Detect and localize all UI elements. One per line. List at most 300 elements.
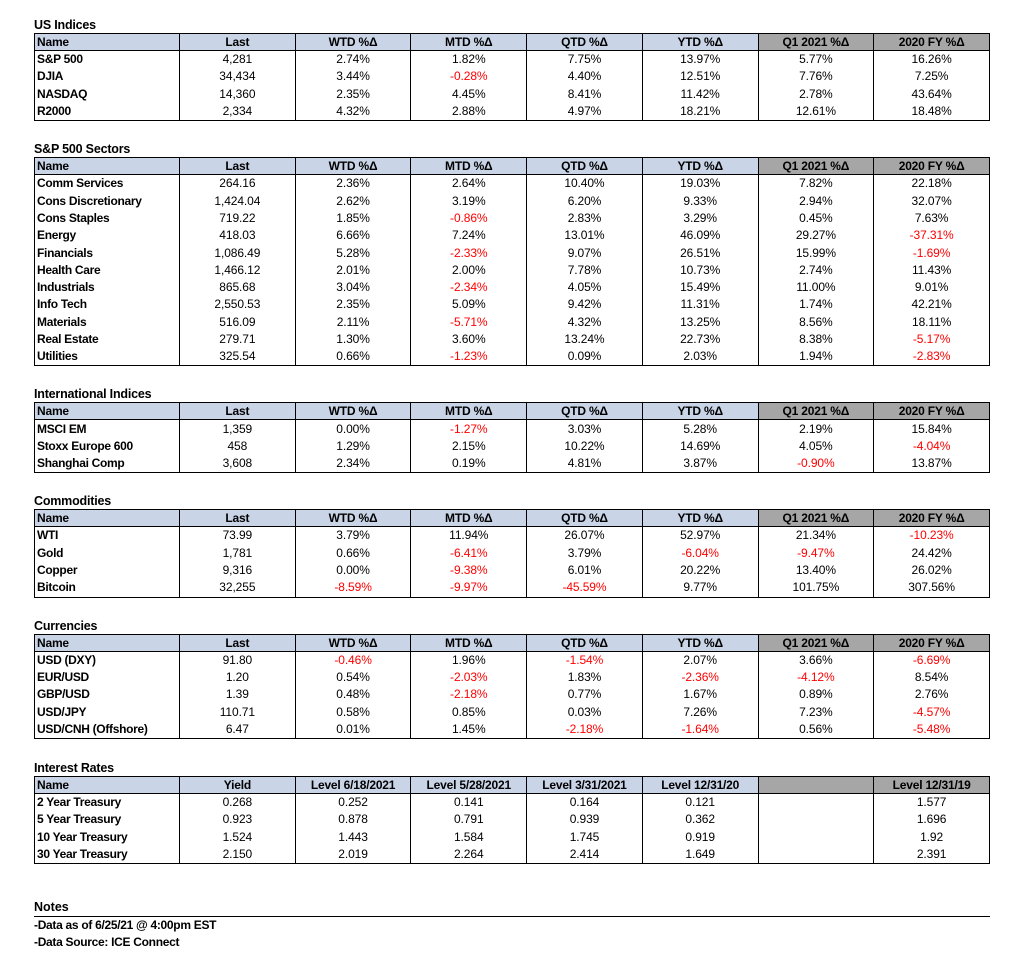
value-cell: 13.40% (758, 562, 874, 579)
table-row (35, 192, 990, 209)
table-row (35, 669, 990, 686)
value-cell: 7.26% (642, 703, 758, 720)
row-name-cell: Utilities (35, 348, 180, 366)
row-name-cell: Bitcoin (35, 579, 180, 597)
value-cell: -2.18% (411, 686, 527, 703)
value-cell: 1,781 (180, 545, 296, 562)
value-cell: -2.18% (527, 721, 643, 739)
value-cell: 4.32% (527, 314, 643, 331)
section-title-currencies: Currencies (34, 618, 98, 633)
value-cell: 4.05% (758, 438, 874, 455)
value-cell: -0.46% (295, 651, 411, 669)
value-cell: 6.01% (527, 562, 643, 579)
row-name-cell: WTI (35, 527, 180, 545)
row-name-cell: Gold (35, 545, 180, 562)
value-cell: 1.577 (874, 794, 990, 812)
column-header: Name (35, 34, 180, 51)
row-name-cell: MSCI EM (35, 420, 180, 438)
row-name-cell: Health Care (35, 262, 180, 279)
value-cell: 2.19% (758, 420, 874, 438)
note-data-as-of: -Data as of 6/25/21 @ 4:00pm EST (34, 918, 217, 933)
value-cell: 15.99% (758, 244, 874, 261)
value-cell: 7.78% (527, 262, 643, 279)
international-indices-table (34, 402, 990, 473)
value-cell: 1.82% (411, 51, 527, 69)
table-row (35, 811, 990, 828)
column-header: WTD %Δ (295, 634, 411, 651)
value-cell: -45.59% (527, 579, 643, 597)
row-name-cell: EUR/USD (35, 669, 180, 686)
value-cell: 1.696 (874, 811, 990, 828)
value-cell (758, 811, 874, 828)
value-cell: -5.17% (874, 331, 990, 348)
value-cell: 12.61% (758, 103, 874, 121)
column-header: QTD %Δ (527, 403, 643, 420)
value-cell: 9.42% (527, 296, 643, 313)
value-cell: 52.97% (642, 527, 758, 545)
table-row (35, 296, 990, 313)
value-cell: 0.121 (642, 794, 758, 812)
value-cell: 13.97% (642, 51, 758, 69)
value-cell: 4.32% (295, 103, 411, 121)
sp500-sectors-table (34, 157, 990, 366)
column-header: Q1 2021 %Δ (758, 158, 874, 175)
value-cell: 1.83% (527, 669, 643, 686)
column-header: Level 6/18/2021 (295, 777, 411, 794)
value-cell: 0.85% (411, 703, 527, 720)
value-cell: 29.27% (758, 227, 874, 244)
value-cell: 3.66% (758, 651, 874, 669)
value-cell: 2.74% (758, 262, 874, 279)
value-cell: 2.00% (411, 262, 527, 279)
value-cell: 0.791 (411, 811, 527, 828)
column-header: Level 5/28/2021 (411, 777, 527, 794)
row-name-cell: Cons Staples (35, 210, 180, 227)
row-name-cell: NASDAQ (35, 86, 180, 103)
value-cell: 26.51% (642, 244, 758, 261)
row-name-cell: 2 Year Treasury (35, 794, 180, 812)
value-cell: 2.83% (527, 210, 643, 227)
column-header: Name (35, 403, 180, 420)
value-cell (758, 846, 874, 864)
column-header: Last (180, 634, 296, 651)
table-row (35, 227, 990, 244)
row-name-cell: DJIA (35, 68, 180, 85)
commodities-table (34, 509, 990, 597)
table-header-row (35, 34, 990, 51)
column-header (758, 777, 874, 794)
section-title-sp500-sectors: S&P 500 Sectors (34, 142, 131, 157)
value-cell: 0.878 (295, 811, 411, 828)
row-name-cell: 10 Year Treasury (35, 829, 180, 846)
value-cell: 2,334 (180, 103, 296, 121)
table-row (35, 686, 990, 703)
column-header: Q1 2021 %Δ (758, 34, 874, 51)
value-cell: 1,359 (180, 420, 296, 438)
value-cell: 8.38% (758, 331, 874, 348)
column-header: Q1 2021 %Δ (758, 510, 874, 527)
column-header: MTD %Δ (411, 34, 527, 51)
value-cell: 7.24% (411, 227, 527, 244)
value-cell: 2.01% (295, 262, 411, 279)
table-header-row (35, 510, 990, 527)
value-cell: 1,466.12 (180, 262, 296, 279)
table-row (35, 175, 990, 193)
value-cell: -6.69% (874, 651, 990, 669)
value-cell: 3.29% (642, 210, 758, 227)
row-name-cell: Shanghai Comp (35, 455, 180, 473)
value-cell: 1.29% (295, 438, 411, 455)
table-row (35, 68, 990, 85)
column-header: 2020 FY %Δ (874, 34, 990, 51)
table-header-row (35, 634, 990, 651)
value-cell: 0.56% (758, 721, 874, 739)
value-cell: 101.75% (758, 579, 874, 597)
value-cell: 1,086.49 (180, 244, 296, 261)
value-cell: -2.03% (411, 669, 527, 686)
currencies-table (34, 634, 990, 739)
section-title-us-indices: US Indices (34, 18, 96, 32)
value-cell: 516.09 (180, 314, 296, 331)
table-row (35, 331, 990, 348)
value-cell: 11.00% (758, 279, 874, 296)
table-row (35, 279, 990, 296)
value-cell: 0.00% (295, 420, 411, 438)
row-name-cell: USD/CNH (Offshore) (35, 721, 180, 739)
value-cell: 4,281 (180, 51, 296, 69)
value-cell: 9.33% (642, 192, 758, 209)
row-name-cell: Materials (35, 314, 180, 331)
row-name-cell: Comm Services (35, 175, 180, 193)
column-header: Last (180, 158, 296, 175)
column-header: Level 12/31/20 (642, 777, 758, 794)
value-cell: 1.74% (758, 296, 874, 313)
table-row (35, 829, 990, 846)
value-cell: 1.92 (874, 829, 990, 846)
value-cell: 11.31% (642, 296, 758, 313)
value-cell: 4.40% (527, 68, 643, 85)
value-cell: 73.99 (180, 527, 296, 545)
value-cell: 1.67% (642, 686, 758, 703)
row-name-cell: Energy (35, 227, 180, 244)
value-cell: 0.09% (527, 348, 643, 366)
value-cell: 7.82% (758, 175, 874, 193)
note-data-source: -Data Source: ICE Connect (34, 935, 180, 950)
value-cell: 12.51% (642, 68, 758, 85)
market-report (34, 18, 990, 951)
column-header: 2020 FY %Δ (874, 403, 990, 420)
value-cell: 0.362 (642, 811, 758, 828)
row-name-cell: Real Estate (35, 331, 180, 348)
table-row (35, 103, 990, 121)
column-header: WTD %Δ (295, 34, 411, 51)
row-name-cell: Info Tech (35, 296, 180, 313)
value-cell: 0.89% (758, 686, 874, 703)
table-row (35, 794, 990, 812)
table-row (35, 51, 990, 69)
value-cell: 3.03% (527, 420, 643, 438)
value-cell: 0.19% (411, 455, 527, 473)
value-cell: 2.35% (295, 296, 411, 313)
table-row (35, 545, 990, 562)
column-header: Last (180, 34, 296, 51)
value-cell: 13.01% (527, 227, 643, 244)
value-cell: 26.02% (874, 562, 990, 579)
value-cell: 2.64% (411, 175, 527, 193)
value-cell: 0.00% (295, 562, 411, 579)
value-cell: 1.20 (180, 669, 296, 686)
value-cell: 2.264 (411, 846, 527, 864)
table-row (35, 420, 990, 438)
value-cell: 1.94% (758, 348, 874, 366)
table-row (35, 438, 990, 455)
table-row (35, 703, 990, 720)
value-cell: 1.524 (180, 829, 296, 846)
value-cell: 10.22% (527, 438, 643, 455)
column-header: Yield (180, 777, 296, 794)
value-cell: 34,434 (180, 68, 296, 85)
value-cell: 264.16 (180, 175, 296, 193)
value-cell (758, 829, 874, 846)
row-name-cell: Financials (35, 244, 180, 261)
column-header: QTD %Δ (527, 34, 643, 51)
value-cell: -8.59% (295, 579, 411, 597)
value-cell: -6.41% (411, 545, 527, 562)
table-row (35, 314, 990, 331)
column-header: WTD %Δ (295, 510, 411, 527)
value-cell: 8.41% (527, 86, 643, 103)
value-cell: 5.77% (758, 51, 874, 69)
column-header: Name (35, 634, 180, 651)
value-cell: 0.919 (642, 829, 758, 846)
value-cell: 16.26% (874, 51, 990, 69)
row-name-cell: Stoxx Europe 600 (35, 438, 180, 455)
table-header-row (35, 403, 990, 420)
value-cell: 1.649 (642, 846, 758, 864)
value-cell: 3.60% (411, 331, 527, 348)
value-cell: 0.45% (758, 210, 874, 227)
value-cell: 0.923 (180, 811, 296, 828)
value-cell: -0.28% (411, 68, 527, 85)
value-cell: 8.56% (758, 314, 874, 331)
value-cell: 18.11% (874, 314, 990, 331)
value-cell: 7.25% (874, 68, 990, 85)
value-cell: 1.39 (180, 686, 296, 703)
row-name-cell: S&P 500 (35, 51, 180, 69)
column-header: Name (35, 777, 180, 794)
value-cell: 10.40% (527, 175, 643, 193)
value-cell: 2.62% (295, 192, 411, 209)
value-cell: 9.07% (527, 244, 643, 261)
value-cell: 0.252 (295, 794, 411, 812)
value-cell: 2.03% (642, 348, 758, 366)
value-cell: 1.85% (295, 210, 411, 227)
value-cell: 2.07% (642, 651, 758, 669)
value-cell: 4.97% (527, 103, 643, 121)
value-cell: -4.04% (874, 438, 990, 455)
value-cell: -1.64% (642, 721, 758, 739)
value-cell: 6.20% (527, 192, 643, 209)
value-cell: -0.90% (758, 455, 874, 473)
column-header: QTD %Δ (527, 510, 643, 527)
value-cell: 11.42% (642, 86, 758, 103)
value-cell: 11.94% (411, 527, 527, 545)
column-header: Name (35, 510, 180, 527)
value-cell: 458 (180, 438, 296, 455)
us-indices-table (34, 33, 990, 121)
value-cell: -5.71% (411, 314, 527, 331)
value-cell: -2.33% (411, 244, 527, 261)
value-cell: 3,608 (180, 455, 296, 473)
value-cell: 3.04% (295, 279, 411, 296)
column-header: Level 3/31/2021 (527, 777, 643, 794)
value-cell: -5.48% (874, 721, 990, 739)
value-cell: 9.01% (874, 279, 990, 296)
column-header: YTD %Δ (642, 634, 758, 651)
value-cell: 4.45% (411, 86, 527, 103)
table-header-row (35, 158, 990, 175)
column-header: MTD %Δ (411, 634, 527, 651)
value-cell: -1.69% (874, 244, 990, 261)
value-cell: 4.81% (527, 455, 643, 473)
value-cell: 2.74% (295, 51, 411, 69)
value-cell: 10.73% (642, 262, 758, 279)
value-cell: 24.42% (874, 545, 990, 562)
value-cell: -4.57% (874, 703, 990, 720)
value-cell: 42.21% (874, 296, 990, 313)
section-title-interest-rates: Interest Rates (34, 761, 114, 776)
value-cell: 18.48% (874, 103, 990, 121)
column-header: YTD %Δ (642, 403, 758, 420)
value-cell: 2.94% (758, 192, 874, 209)
value-cell: -2.83% (874, 348, 990, 366)
value-cell: 19.03% (642, 175, 758, 193)
value-cell: 2.35% (295, 86, 411, 103)
value-cell: 7.63% (874, 210, 990, 227)
value-cell: 46.09% (642, 227, 758, 244)
column-header: MTD %Δ (411, 158, 527, 175)
value-cell: 7.23% (758, 703, 874, 720)
value-cell: 0.141 (411, 794, 527, 812)
value-cell: 1.745 (527, 829, 643, 846)
value-cell: 13.24% (527, 331, 643, 348)
table-row (35, 579, 990, 597)
column-header: Q1 2021 %Δ (758, 634, 874, 651)
value-cell: 14.69% (642, 438, 758, 455)
value-cell: 2.76% (874, 686, 990, 703)
table-row (35, 651, 990, 669)
table-row (35, 210, 990, 227)
value-cell: 4.05% (527, 279, 643, 296)
value-cell: 3.79% (295, 527, 411, 545)
value-cell: -2.36% (642, 669, 758, 686)
value-cell: 18.21% (642, 103, 758, 121)
value-cell: 2.150 (180, 846, 296, 864)
value-cell: 279.71 (180, 331, 296, 348)
value-cell: -1.23% (411, 348, 527, 366)
value-cell: 0.01% (295, 721, 411, 739)
table-row (35, 86, 990, 103)
value-cell: 0.268 (180, 794, 296, 812)
value-cell: 3.19% (411, 192, 527, 209)
value-cell: 9.77% (642, 579, 758, 597)
value-cell: 32.07% (874, 192, 990, 209)
value-cell: 15.84% (874, 420, 990, 438)
table-header-row (35, 777, 990, 794)
value-cell: 1.584 (411, 829, 527, 846)
value-cell: -1.54% (527, 651, 643, 669)
table-row (35, 348, 990, 366)
table-row (35, 846, 990, 864)
column-header: QTD %Δ (527, 158, 643, 175)
value-cell: 6.47 (180, 721, 296, 739)
value-cell: 2.391 (874, 846, 990, 864)
value-cell: 14,360 (180, 86, 296, 103)
value-cell: 9,316 (180, 562, 296, 579)
value-cell: 1.30% (295, 331, 411, 348)
table-row (35, 244, 990, 261)
value-cell: 26.07% (527, 527, 643, 545)
value-cell: -6.04% (642, 545, 758, 562)
row-name-cell: Industrials (35, 279, 180, 296)
interest-rates-table (34, 776, 990, 864)
value-cell: 7.75% (527, 51, 643, 69)
column-header: MTD %Δ (411, 403, 527, 420)
value-cell: 8.54% (874, 669, 990, 686)
table-row (35, 562, 990, 579)
value-cell: 0.164 (527, 794, 643, 812)
value-cell: 3.87% (642, 455, 758, 473)
value-cell: -37.31% (874, 227, 990, 244)
value-cell: 11.43% (874, 262, 990, 279)
value-cell: -2.34% (411, 279, 527, 296)
value-cell: 21.34% (758, 527, 874, 545)
table-row (35, 721, 990, 739)
value-cell: -4.12% (758, 669, 874, 686)
value-cell: 2.414 (527, 846, 643, 864)
value-cell: 0.66% (295, 348, 411, 366)
row-name-cell: Cons Discretionary (35, 192, 180, 209)
value-cell: 5.28% (295, 244, 411, 261)
column-header: 2020 FY %Δ (874, 510, 990, 527)
column-header: YTD %Δ (642, 34, 758, 51)
value-cell: 0.03% (527, 703, 643, 720)
value-cell: 20.22% (642, 562, 758, 579)
column-header: 2020 FY %Δ (874, 158, 990, 175)
column-header: Q1 2021 %Δ (758, 403, 874, 420)
column-header: YTD %Δ (642, 158, 758, 175)
value-cell: 110.71 (180, 703, 296, 720)
value-cell: 1.96% (411, 651, 527, 669)
value-cell: 2.88% (411, 103, 527, 121)
value-cell: -0.86% (411, 210, 527, 227)
column-header: YTD %Δ (642, 510, 758, 527)
value-cell: 418.03 (180, 227, 296, 244)
value-cell: 22.18% (874, 175, 990, 193)
section-title-commodities: Commodities (34, 494, 111, 509)
value-cell: 2.11% (295, 314, 411, 331)
value-cell: 719.22 (180, 210, 296, 227)
column-header: QTD %Δ (527, 634, 643, 651)
value-cell: 7.76% (758, 68, 874, 85)
value-cell: 0.54% (295, 669, 411, 686)
value-cell: 32,255 (180, 579, 296, 597)
value-cell: 15.49% (642, 279, 758, 296)
row-name-cell: USD/JPY (35, 703, 180, 720)
value-cell (758, 794, 874, 812)
row-name-cell: Copper (35, 562, 180, 579)
column-header: Level 12/31/19 (874, 777, 990, 794)
